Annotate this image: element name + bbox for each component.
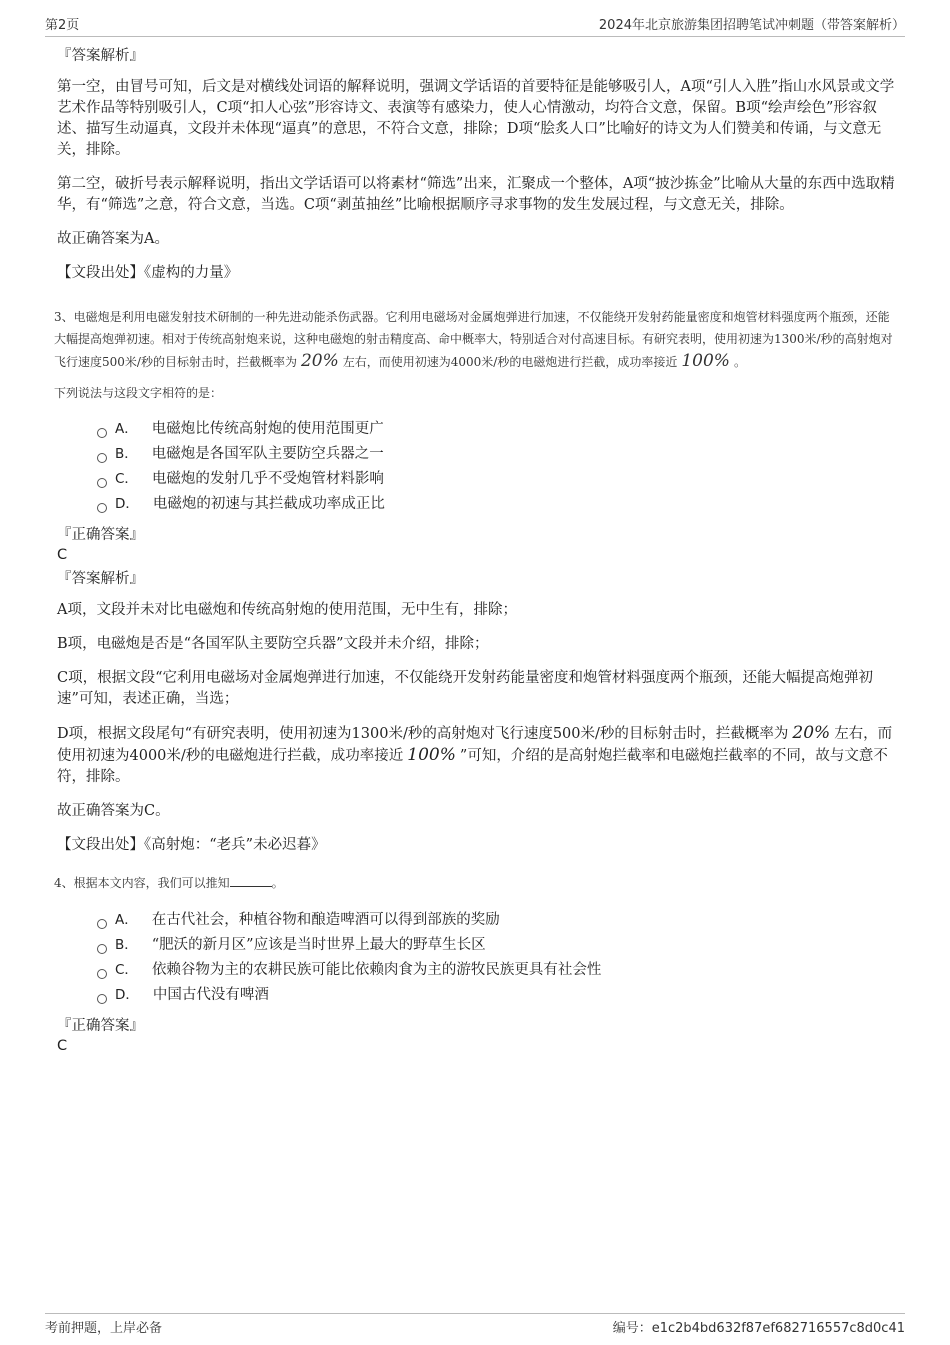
q3-text-b: 左右，而使用初速为4000米/秒的电磁炮进行拦截，成功率接近 xyxy=(342,355,678,369)
q3-answer-title: 『正确答案』 xyxy=(57,527,144,543)
option-key: D． xyxy=(115,987,139,1003)
q4-option-b[interactable] xyxy=(97,933,897,958)
q4-options xyxy=(97,908,897,1008)
q3-source: 【文段出处】《高射炮：“老兵”未必迟暮》 xyxy=(57,837,326,853)
radio-icon[interactable] xyxy=(97,944,107,954)
option-text: 依赖谷物为主的农耕民族可能比依赖肉食为主的游牧民族更具有社会性 xyxy=(151,962,602,978)
q3-options xyxy=(97,417,897,517)
q2-conclusion: 故正确答案为A。 xyxy=(57,231,169,247)
q3-analysis-d xyxy=(57,723,897,788)
page-header xyxy=(45,14,905,37)
q3-option-b[interactable] xyxy=(97,442,897,467)
q4-option-d[interactable] xyxy=(97,983,897,1008)
q3-text-a: 3、电磁炮是利用电磁发射技术研制的一种先进动能杀伤武器。它利用电磁场对金属炮弹进行加速，不仅能绕开发射药能量密度和炮管材料强度两个瓶颈，还能大幅提高炮弹初速。相对于传统高射炮来说，这种电磁炮的射击精度高、命中概率大，特别适合对付高速目标。有研究表明，使用初速为1300米/秒的高射炮对飞行速度500米/秒的目标射击时，拦截概率为 xyxy=(54,310,893,369)
q4-option-c[interactable] xyxy=(97,958,897,983)
q2-source: 【文段出处】《虚构的力量》 xyxy=(57,265,239,281)
q3-a4-text-c: ”可知，介绍的是高射炮拦截率和电磁炮拦截率的不同，故与文意不符，排除。 xyxy=(57,748,888,785)
q3-a4-text-b: 左右，而使用初速为4000米/秒的电磁炮进行拦截，成功率接近 xyxy=(57,726,893,764)
q2-analysis-p2: 第二空，破折号表示解释说明，指出文学话语可以将素材“筛选”出来，汇聚成一个整体，A项“披沙拣金”比喻从大量的东西中选取精华，有“筛选”之意，符合文意，当选。C项“剥茧抽丝”比喻根据顺序寻求事物的发生发展过程，与文意无关，排除。 xyxy=(57,176,895,213)
q3-option-d[interactable] xyxy=(97,492,897,517)
radio-icon[interactable] xyxy=(97,428,107,438)
page-number: 第2页 xyxy=(45,18,80,33)
page-footer xyxy=(45,1313,905,1336)
option-text: 在古代社会，种植谷物和酿造啤酒可以得到部族的奖励 xyxy=(151,912,500,928)
option-text: “肥沃的新月区”应该是当时世界上最大的野草生长区 xyxy=(151,937,486,953)
radio-icon[interactable] xyxy=(97,969,107,979)
q4-blank xyxy=(230,874,272,887)
q4-text-b: 。 xyxy=(271,876,284,890)
radio-icon[interactable] xyxy=(97,919,107,929)
q3-answer: C xyxy=(57,547,68,563)
option-key: B． xyxy=(115,446,138,462)
q2-analysis-p1: 第一空，由冒号可知，后文是对横线处词语的解释说明，强调文学话语的首要特征是能够吸引人，A项“引人入胜”指山水风景或文学艺术作品等特别吸引人，C项“扣人心弦”形容诗文、表演等有感染力，使人心情激动，均符合文意，保留。B项“绘声绘色”形容叙述、描写生动逼真，文段并未体现“逼真”的意思，不符合文意，排除；D项“脍炙人口”比喻好的诗文为人们赞美和传诵，与文意无关，排除。 xyxy=(57,79,895,158)
option-text: 电磁炮的初速与其拦截成功率成正比 xyxy=(152,496,385,512)
q3-a4-math-20: 20% xyxy=(792,723,831,743)
option-text: 中国古代没有啤酒 xyxy=(152,987,269,1003)
footer-slogan: 考前押题，上岸必备 xyxy=(45,1321,163,1336)
q4-text-a: 4、根据本文内容，我们可以推知 xyxy=(54,876,230,890)
q3-math-20: 20% xyxy=(300,351,339,371)
radio-icon[interactable] xyxy=(97,478,107,488)
option-key: A． xyxy=(115,912,138,928)
q4-option-a[interactable] xyxy=(97,908,897,933)
radio-icon[interactable] xyxy=(97,994,107,1004)
option-key: A． xyxy=(115,421,138,437)
option-text: 电磁炮的发射几乎不受炮管材料影响 xyxy=(151,471,384,487)
option-key: C． xyxy=(115,471,138,487)
q3-a4-math-100: 100% xyxy=(407,745,456,765)
radio-icon[interactable] xyxy=(97,453,107,463)
page-content xyxy=(54,46,897,1056)
q2-analysis-title: 『答案解析』 xyxy=(57,48,144,64)
option-key: C． xyxy=(115,962,138,978)
q4-question xyxy=(54,872,897,894)
q3-question xyxy=(54,306,897,373)
q3-option-a[interactable] xyxy=(97,417,897,442)
q3-analysis-a: A项，文段并未对比电磁炮和传统高射炮的使用范围，无中生有，排除； xyxy=(57,602,517,618)
q3-analysis-c: C项，根据文段“它利用电磁场对金属炮弹进行加速，不仅能绕开发射药能量密度和炮管材料强度两个瓶颈，还能大幅提高炮弹初速”可知，表述正确，当选； xyxy=(57,670,874,707)
option-key: B． xyxy=(115,937,138,953)
q3-option-c[interactable] xyxy=(97,467,897,492)
footer-serial: 编号：e1c2b4bd632f87ef682716557c8d0c41 xyxy=(612,1321,905,1336)
radio-icon[interactable] xyxy=(97,503,107,513)
q3-analysis-b: B项，电磁炮是否是“各国军队主要防空兵器”文段并未介绍，排除； xyxy=(57,636,489,652)
q3-conclusion: 故正确答案为C。 xyxy=(57,803,170,819)
q4-answer: C xyxy=(57,1038,68,1054)
option-text: 电磁炮比传统高射炮的使用范围更广 xyxy=(151,421,384,437)
q3-a4-text-a: D项，根据文段尾句“有研究表明，使用初速为1300米/秒的高射炮对飞行速度500米/秒的目标射击时，拦截概率为 xyxy=(57,726,789,742)
option-key: D． xyxy=(115,496,139,512)
option-text: 电磁炮是各国军队主要防空兵器之一 xyxy=(151,446,384,462)
q3-sub-question: 下列说法与这段文字相符的是： xyxy=(54,386,223,400)
q3-analysis-title: 『答案解析』 xyxy=(57,571,144,587)
q3-text-c: 。 xyxy=(733,355,746,369)
q3-math-100: 100% xyxy=(681,351,730,371)
document-title: 2024年北京旅游集团招聘笔试冲刺题（带答案解析） xyxy=(598,18,905,33)
q4-answer-title: 『正确答案』 xyxy=(57,1018,144,1034)
